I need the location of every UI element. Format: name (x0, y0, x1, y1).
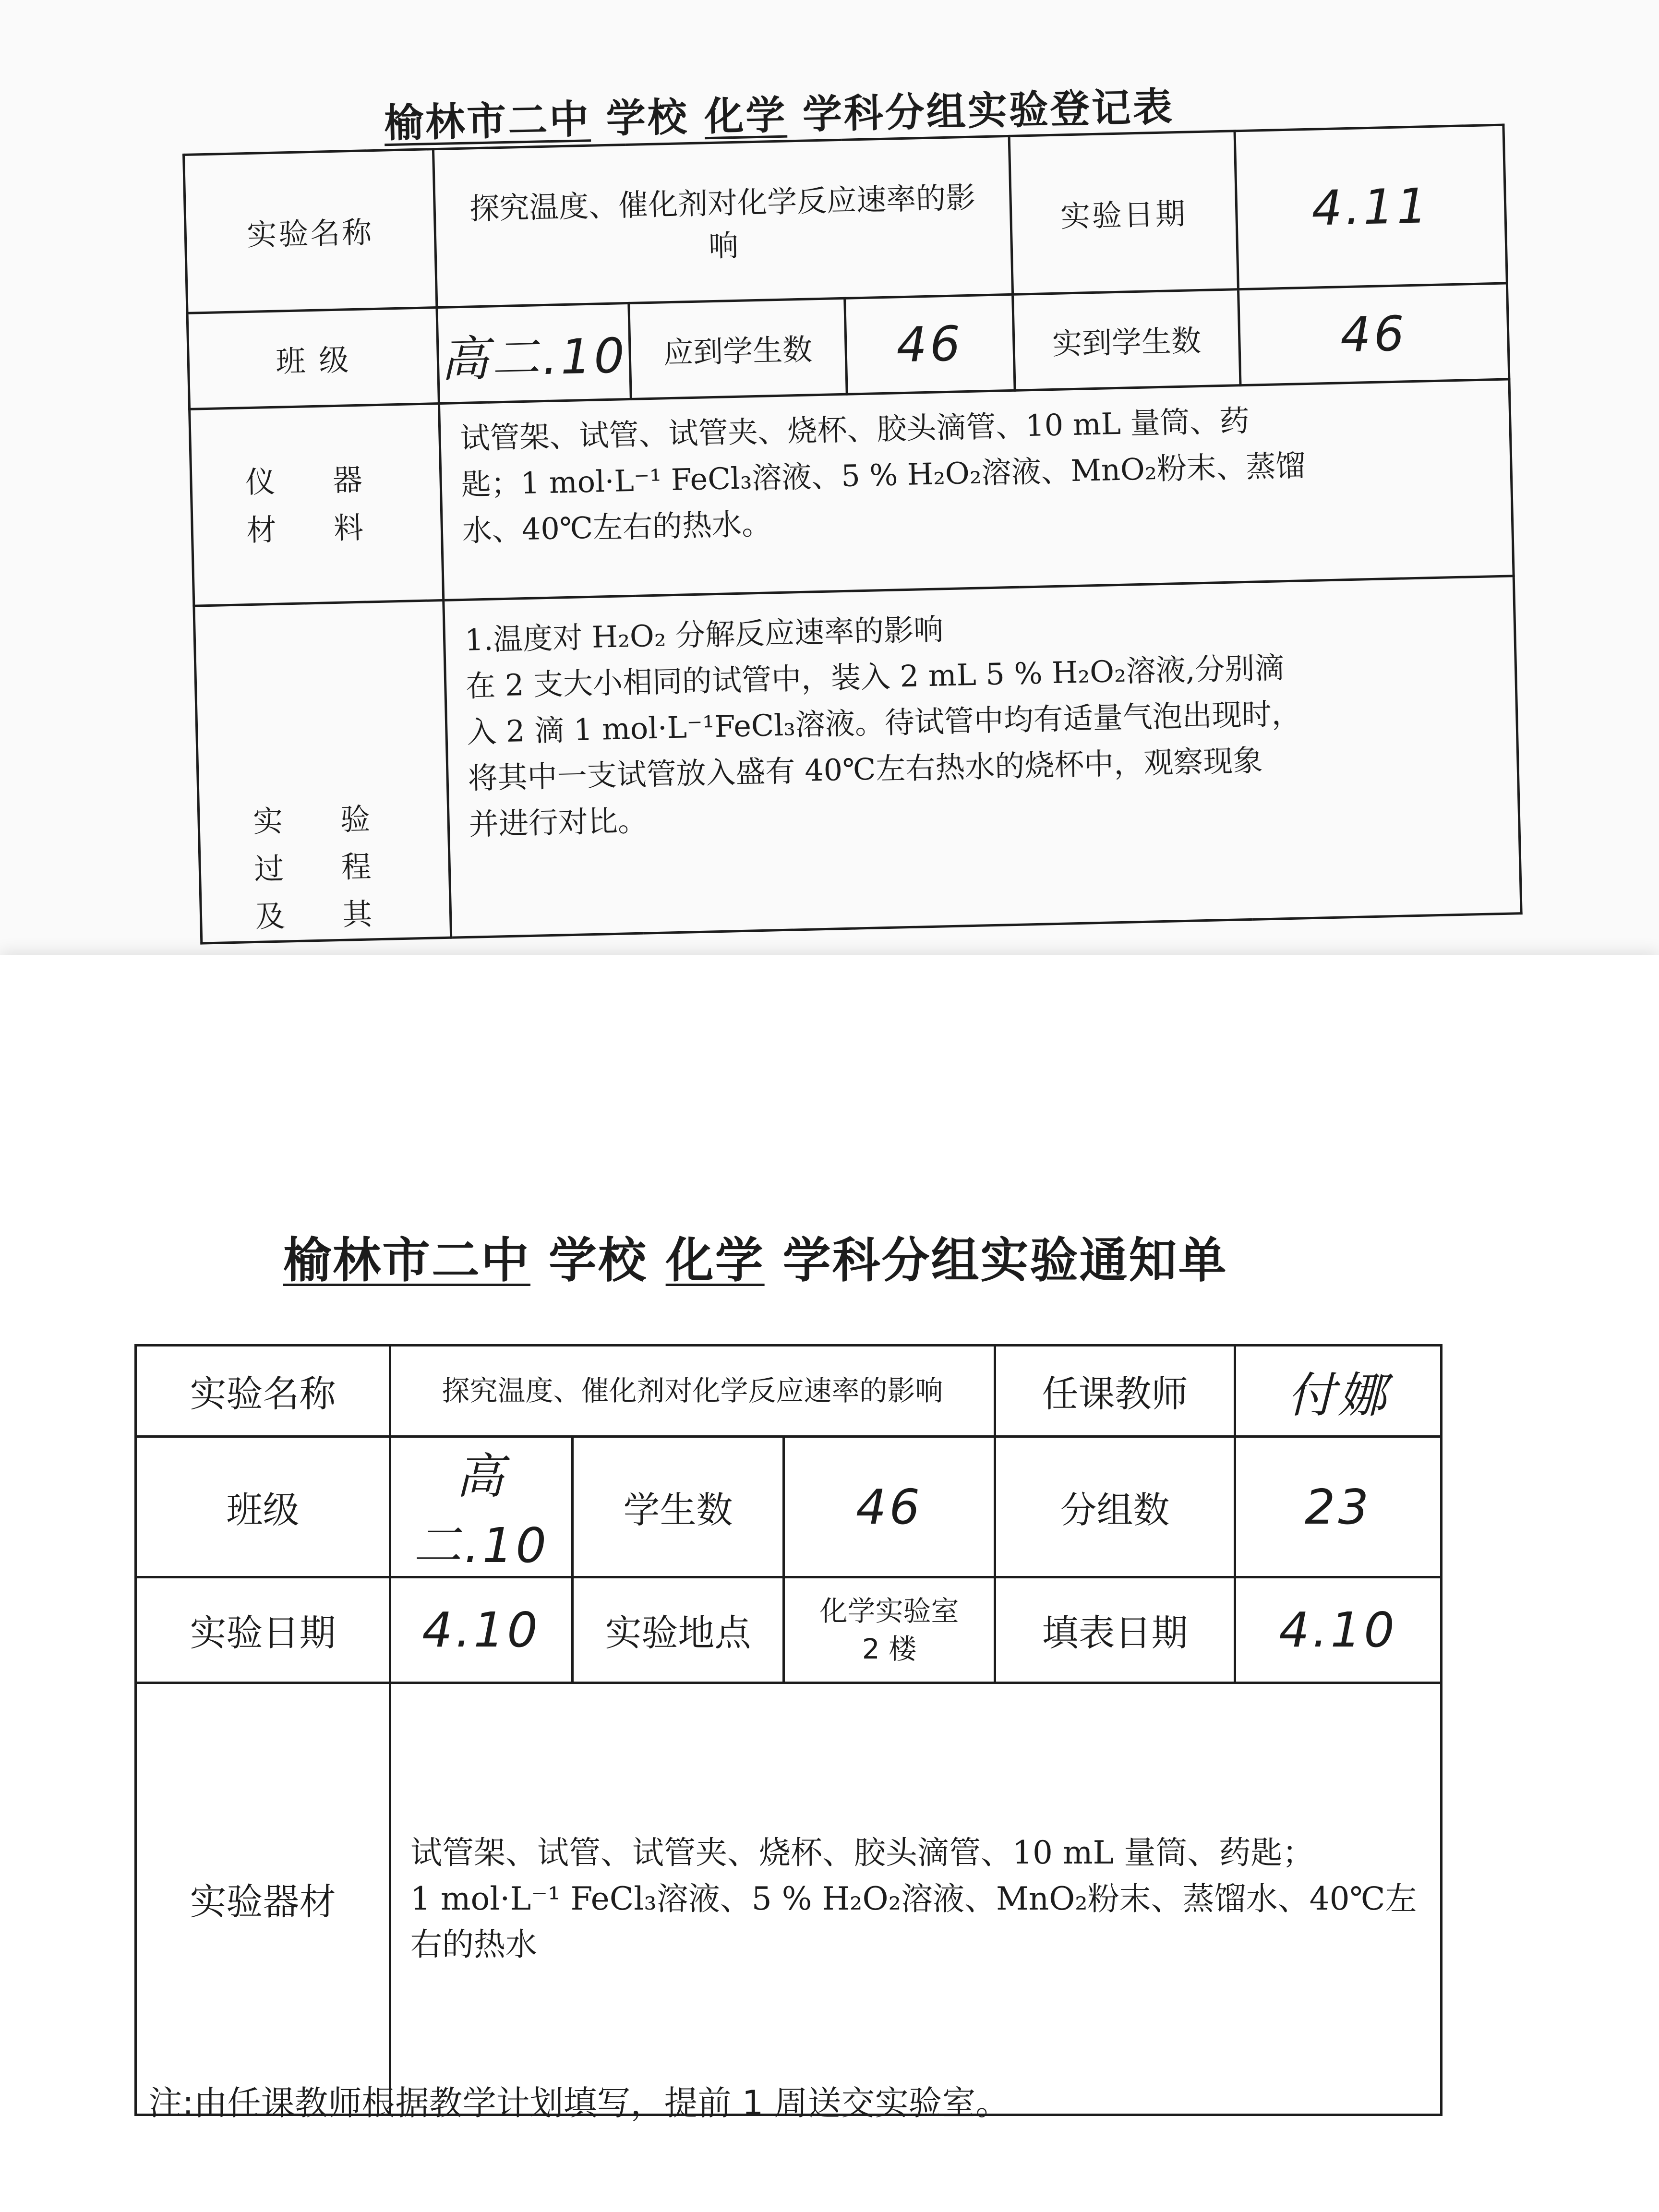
instruments-line: 匙；1 mol·L⁻¹ FeCl₃溶液、5 % H₂O₂溶液、MnO₂粉末、蒸馏 (460, 448, 1306, 503)
process-line: 入 2 滴 1 mol·L⁻¹FeCl₃溶液。待试管中均有适量气泡出现时， (466, 696, 1302, 750)
table-row (136, 1346, 1442, 1437)
fill-date-label: 填表日期 (995, 1577, 1235, 1683)
form-type: 学科分组实验通知单 (782, 1232, 1228, 1288)
materials-line: 右的热水 (410, 1926, 537, 1963)
actual-students-value: 46 (1238, 283, 1509, 385)
students-label: 学生数 (573, 1437, 784, 1577)
instruments-line: 水、40℃左右的热水。 (462, 506, 772, 549)
experiment-name-label: 实验名称 (184, 149, 437, 313)
class-label: 班 级 (187, 308, 439, 409)
process-line: 并进行对比。 (469, 803, 648, 842)
students-value: 46 (784, 1437, 995, 1577)
process-line: 在 2 支大小相同的试管中，装入 2 mL 5 % H₂O₂溶液,分别滴 (465, 650, 1285, 704)
process-label-line: 实 验 (252, 801, 395, 840)
location-label: 实验地点 (573, 1577, 784, 1683)
form-type: 学科分组实验登记表 (802, 84, 1175, 138)
groups-label: 分组数 (995, 1437, 1235, 1577)
process-label-line: 过 程 (253, 848, 396, 887)
registration-table (182, 123, 1523, 944)
school-suffix: 学校 (605, 94, 689, 142)
experiment-name-value: 探究温度、催化剂对化学反应速率的影响 (390, 1346, 995, 1437)
location-line: 2 楼 (862, 1632, 917, 1665)
materials-label: 实验器材 (136, 1683, 390, 2115)
school-name: 榆林市二中 (384, 96, 591, 147)
groups-value: 23 (1235, 1437, 1442, 1577)
process-value (444, 576, 1521, 938)
table-row (136, 1437, 1442, 1577)
instruments-label-line: 材 料 (246, 509, 388, 548)
subject-name: 化学 (665, 1232, 765, 1288)
fill-date-value: 4.10 (1235, 1577, 1442, 1683)
process-label-line: 及 其 (254, 896, 397, 935)
table-row (184, 125, 1507, 313)
location-value (784, 1577, 995, 1683)
class-value: 高二.10 (390, 1437, 573, 1577)
materials-value (390, 1683, 1442, 2115)
teacher-label: 任课教师 (995, 1346, 1235, 1437)
experiment-name-label: 实验名称 (136, 1346, 390, 1437)
notice-form-title (283, 1222, 1227, 1291)
actual-students-label: 实到学生数 (1013, 289, 1240, 391)
expected-students-value: 46 (845, 294, 1015, 394)
instruments-line: 试管架、试管、试管夹、烧杯、胶头滴管、10 mL 量筒、药 (459, 403, 1250, 457)
school-name: 榆林市二中 (283, 1232, 530, 1288)
teacher-signature: 付娜 (1235, 1346, 1442, 1437)
table-row (136, 1683, 1442, 2115)
process-line: 将其中一支试管放入盛有 40℃左右热水的烧杯中，观察现象 (467, 743, 1263, 796)
experiment-date-value: 4.10 (390, 1577, 573, 1683)
materials-line: 试管架、试管、试管夹、烧杯、胶头滴管、10 mL 量筒、药匙； (410, 1834, 1314, 1871)
footnote: 注:由任课教师根据教学计划填写，提前 1 周送交实验室。 (149, 2083, 1010, 2123)
process-label (194, 600, 451, 943)
notice-table (134, 1344, 1443, 2116)
experiment-date-value: 4.11 (1235, 125, 1507, 289)
table-row (194, 576, 1521, 943)
materials-line: 1 mol·L⁻¹ FeCl₃溶液、5 % H₂O₂溶液、MnO₂粉末、蒸馏水、40℃左 (410, 1880, 1417, 1917)
experiment-name-value: 探究温度、催化剂对化学反应速率的影响 (433, 136, 1012, 307)
instruments-value (439, 379, 1514, 600)
location-line: 化学实验室 (819, 1595, 959, 1628)
subject-name: 化学 (704, 92, 788, 140)
school-suffix: 学校 (548, 1232, 648, 1288)
instruments-label (190, 404, 444, 606)
registration-sheet (0, 0, 1659, 989)
experiment-date-label: 实验日期 (136, 1577, 390, 1683)
table-row (190, 379, 1514, 606)
table-row (136, 1577, 1442, 1683)
instruments-label-line: 仪 器 (245, 461, 387, 500)
expected-students-label: 应到学生数 (629, 298, 847, 399)
process-line: 1.温度对 H₂O₂ 分解反应速率的影响 (464, 612, 944, 658)
class-value: 高二.10 (437, 303, 631, 403)
experiment-date-label: 实验日期 (1009, 131, 1238, 295)
class-label: 班级 (136, 1437, 390, 1577)
